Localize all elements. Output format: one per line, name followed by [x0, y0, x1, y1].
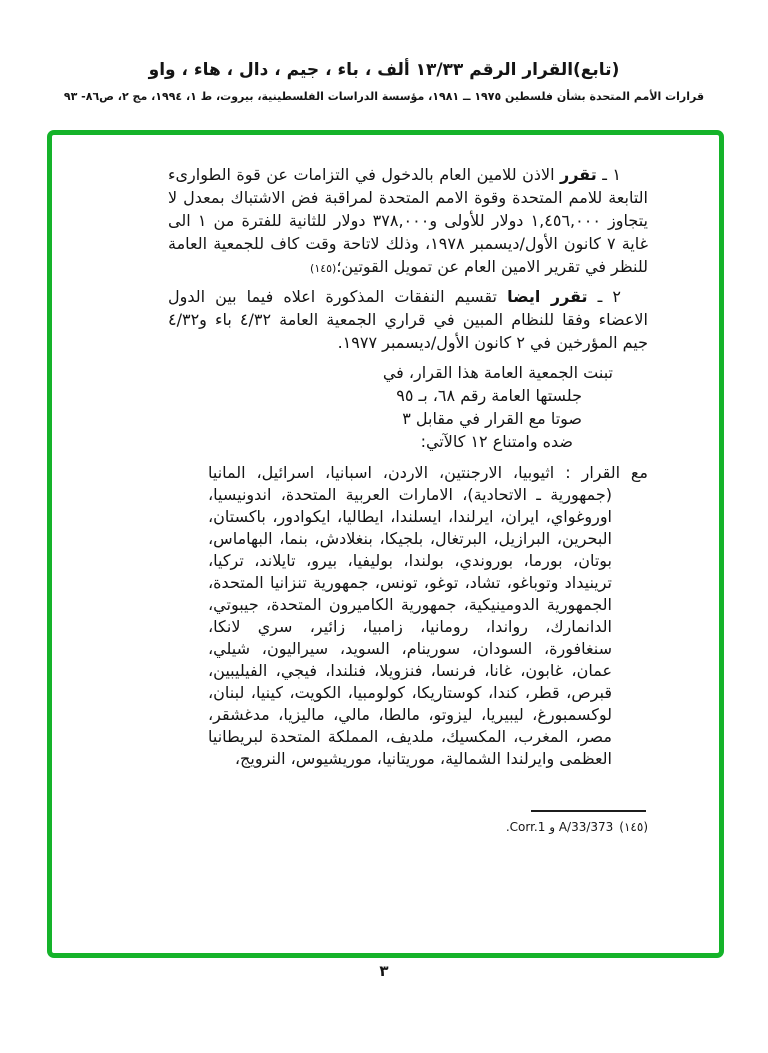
decision-verb: تقرر: [560, 165, 597, 184]
footnote-marker: (١٤٥): [619, 820, 648, 834]
document-header: [0, 58, 768, 104]
vote-record: [168, 462, 648, 770]
footnote-separator-rule: [531, 810, 646, 812]
adoption-note-line: جلستها العامة رقم ٦٨، بـ ٩٥: [396, 386, 582, 405]
country-list-text: اثيوبيا، الارجنتين، الاردن، اسبانيا، اسرائيل، المانيا (جمهورية ـ الاتحادية)، الامارات العربية المتحدة، اندونيسيا، اوروغواي، ايران، ايرلندا، ايسلندا، ايطاليا، ايكوادور، باكستان، البحرين، البرازيل، البرتغال، بلجيكا، بنغلادش، بنما، البهاماس، بوتان، بورما، بوروندي، بولندا، بوليفيا، بيرو، تايلاند، تركيا، ترينيداد وتوباغو، تشاد، توغو، تونس، جمهورية تنزانيا المتحدة، الجمهورية الدومينيكية، جمهورية الكاميرون المتحدة، جيبوتي، الدانمارك، رواندا، رومانيا، زامبيا، زائير، سري لانكا، سنغافورة، السودان، سورينام، السويد، سيراليون، شيلي، عمان، غابون، غانا، فرنسا، فنزويلا، فنلندا، فيجي، الفيليبين، قبرص، قطر، كندا، كوستاريكا، كولومبيا، الكويت، كينيا، لبنان، لوكسمبورغ، ليبيريا، ليزوتو، مالطا، مالي، ماليزيا، مدغشقر، مصر، المغرب، المكسيك، ملديف، المملكة المتحدة لبريطانيا العظمى وايرلندا الشمالية، موريتانيا، موريشيوس، النرويج،: [208, 463, 612, 768]
resolution-paragraph-1: [168, 163, 648, 280]
vote-label: مع القرار: [581, 463, 648, 482]
paragraph-number: ١ ـ: [602, 165, 621, 184]
adoption-note-line: تبنت الجمعية العامة هذا القرار، في: [382, 363, 613, 382]
resolution-body: [168, 163, 648, 835]
footnote-block: [168, 810, 648, 835]
paragraph-text: تقسيم النفقات المذكورة اعلاه فيما بين الدول الاعضاء وفقا للنظام المبين في قراري الجمعية العامة ٤/٣٢ باء و٤/٣٢ جيم المؤرخين في ٢ كانون الأول/ديسمبر ١٩٧٧.: [168, 287, 648, 352]
adoption-note: [168, 361, 648, 453]
adoption-note-line: صوتا مع القرار في مقابل ٣: [402, 409, 582, 428]
footnote-line: [168, 819, 648, 835]
source-citation-line: قرارات الأمم المتحدة بشأن فلسطين ١٩٧٥ ــ ١٩٨١، مؤسسة الدراسات الفلسطينية، بيروت، ط ١، ١٩٩٤، مج ٢، ص٨٦- ٩٣: [63, 90, 705, 103]
country-list: [208, 462, 648, 770]
page-title: (تابع)القرار الرقم ١٣/٣٣ ألف ، باء ، جيم ، دال ، هاء ، واو: [148, 60, 620, 80]
green-border-frame: [47, 130, 724, 958]
decision-verb: تقرر ايضا: [507, 287, 588, 306]
footnote-text: A/33/373 و Corr.1.: [505, 820, 614, 834]
paragraph-number: ٢ ـ: [597, 287, 622, 306]
page-number: ٣: [379, 962, 389, 980]
footnote-reference: (١٤٥): [310, 262, 337, 275]
colon-separator: :: [565, 463, 571, 482]
adoption-note-line: ضده وامتناع ١٢ كالآتي:: [420, 432, 573, 451]
paragraph-text: الاذن للامين العام بالدخول في التزامات عن قوة الطوارىء التابعة للامم المتحدة وقوة الامم المتحدة لمراقبة فض الاشتباك بمعدل لا يتجاوز ١,٤٥٦,٠٠٠ دولار للأولى و٣٧٨,٠٠٠ دولار للثانية للفترة من ١ الى غاية ٧ كانون الأول/ديسمبر ١٩٧٨، وذلك لاتاحة وقت كاف للجمعية العامة للنظر في تقرير الامين العام عن تمويل القوتين؛: [168, 165, 648, 276]
resolution-paragraph-2: [168, 285, 648, 354]
